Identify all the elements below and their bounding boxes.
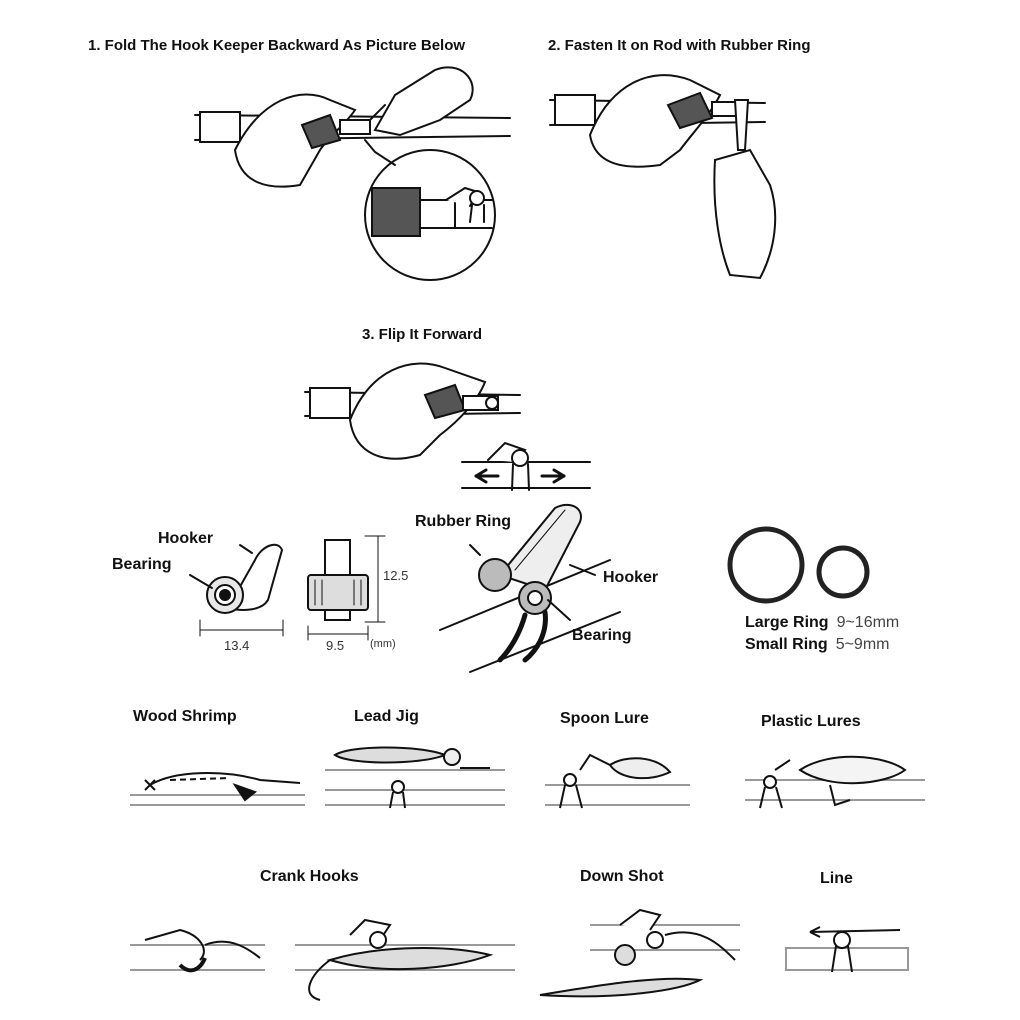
label-hooker-installed: Hooker [603, 569, 659, 586]
large-ring-label: Large Ring [745, 614, 829, 631]
small-ring-label: Small Ring [745, 636, 828, 653]
use-spoon-lure [545, 755, 690, 808]
dimension-height: 12.5 [383, 568, 409, 583]
step3-illustration [305, 364, 590, 490]
caption-plastic-lures: Plastic Lures [761, 713, 861, 730]
step1-title: 1. Fold The Hook Keeper Backward As Picture Below [88, 37, 466, 54]
use-down-shot [540, 910, 740, 996]
rubber-rings [730, 529, 867, 601]
large-ring-value: 9~16mm [836, 614, 900, 631]
use-line [786, 927, 908, 972]
use-crank-hooks [130, 920, 515, 1000]
part-side-view [190, 545, 283, 636]
step2-title: 2. Fasten It on Rod with Rubber Ring [548, 37, 811, 54]
part-front-view [308, 536, 385, 640]
caption-down-shot: Down Shot [580, 868, 664, 885]
caption-wood-shrimp: Wood Shrimp [133, 708, 237, 725]
use-lead-jig [325, 748, 505, 809]
step1-illustration [195, 67, 510, 280]
dimension-width: 13.4 [224, 638, 250, 653]
dimension-unit: (mm) [370, 638, 396, 650]
step2-illustration [550, 75, 775, 278]
dimension-depth: 9.5 [326, 638, 345, 653]
small-ring-value: 5~9mm [835, 636, 890, 653]
label-bearing-side: Bearing [112, 556, 172, 573]
label-rubber-ring: Rubber Ring [415, 513, 511, 530]
step3-title: 3. Flip It Forward [362, 326, 483, 343]
small-ring-spec [745, 637, 889, 653]
label-bearing-installed: Bearing [572, 627, 632, 644]
caption-lead-jig: Lead Jig [354, 708, 419, 725]
use-wood-shrimp [130, 773, 305, 805]
caption-line: Line [820, 870, 853, 887]
caption-crank-hooks: Crank Hooks [260, 868, 359, 885]
large-ring-spec [745, 615, 899, 631]
label-hooker-side: Hooker [158, 530, 214, 547]
caption-spoon-lure: Spoon Lure [560, 710, 649, 727]
use-plastic-lures [745, 757, 925, 808]
